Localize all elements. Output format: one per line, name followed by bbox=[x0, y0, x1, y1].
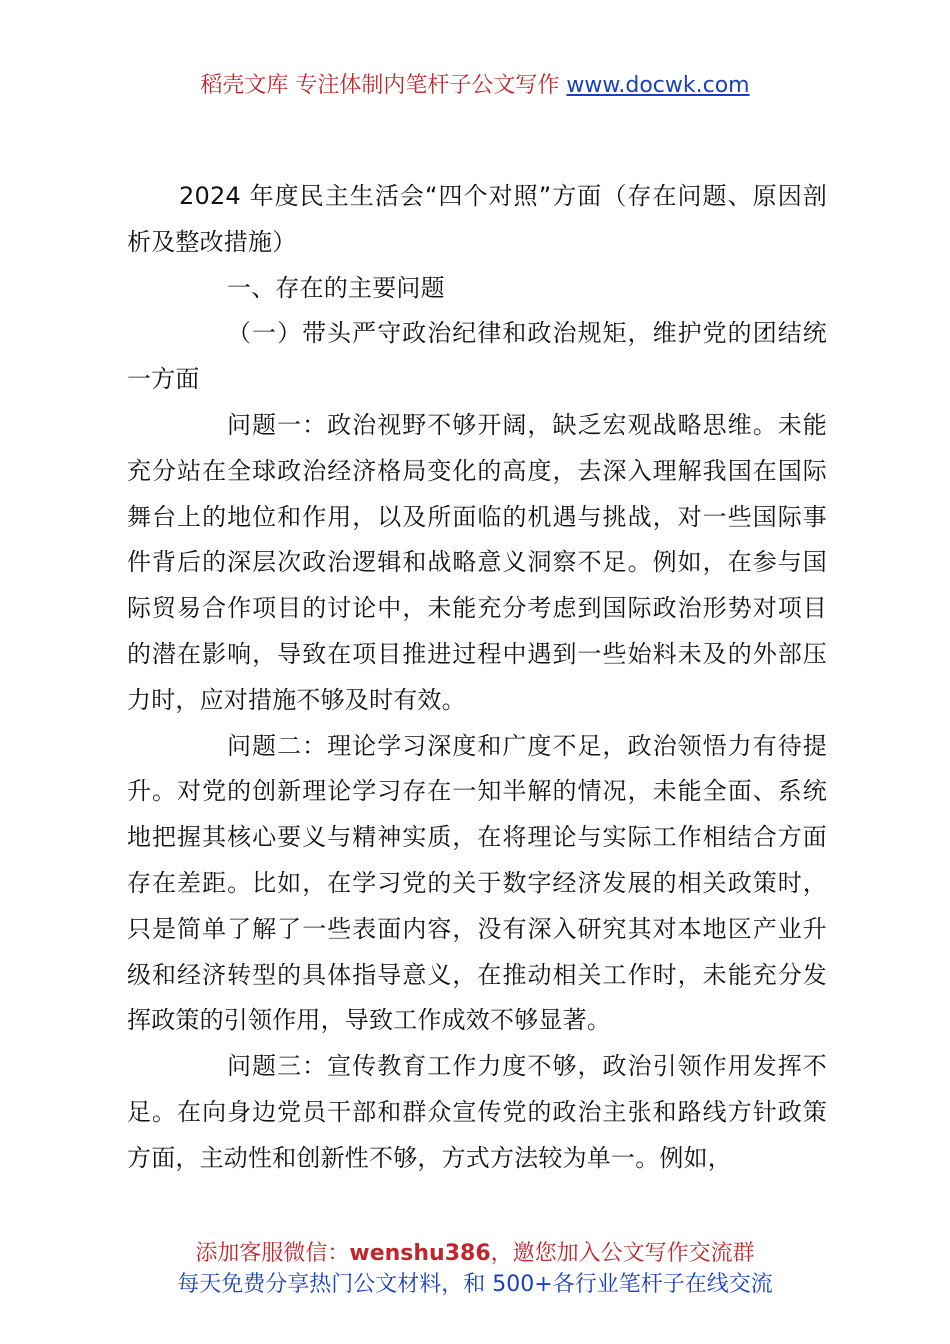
site-header bbox=[0, 68, 950, 99]
footer-wechat-line bbox=[0, 1238, 950, 1269]
problem-paragraph-2: 问题二：理论学习深度和广度不足，政治领悟力有待提升。对党的创新理论学习存在一知半解的情况，未能全面、系统地把握其核心要义与精神实质，在将理论与实际工作相结合方面存在差距。比如，在学习党的关于数字经济发展的相关政策时，只是简单了解了一些表面内容，没有深入研究其对本地区产业升级和经济转型的具体指导意义，在推动相关工作时，未能充分发挥政策的引领作用，导致工作成效不够显著。 bbox=[127, 731, 827, 1035]
subsection-heading: （一）带头严守政治纪律和政治规矩，维护党的团结统一方面 bbox=[127, 319, 827, 394]
document-body bbox=[127, 174, 827, 1182]
site-footer bbox=[0, 1238, 950, 1300]
problem-paragraph-3: 问题三：宣传教育工作力度不够，政治引领作用发挥不足。在向身边党员干部和群众宣传党的政治主张和路线方针政策方面，主动性和创新性不够，方式方法较为单一。例如， bbox=[127, 1052, 827, 1172]
document-title: 2024 年度民主生活会“四个对照”方面（存在问题、原因剖析及整改措施） bbox=[127, 182, 827, 256]
section-heading: 一、存在的主要问题 bbox=[227, 273, 445, 302]
footer-wechat-prefix: 添加客服微信： bbox=[195, 1241, 350, 1266]
footer-share-line: 每天免费分享热门公文材料，和 500+各行业笔杆子在线交流 bbox=[177, 1272, 773, 1297]
brand-text: 稻壳文库 专注体制内笔杆子公文写作 bbox=[200, 73, 560, 98]
problem-paragraph-1: 问题一：政治视野不够开阔，缺乏宏观战略思维。未能充分站在全球政治经济格局变化的高度，去深入理解我国在国际舞台上的地位和作用，以及所面临的机遇与挑战，对一些国际事件背后的深层次政治逻辑和战略意义洞察不足。例如，在参与国际贸易合作项目的讨论中，未能充分考虑到国际政治形势对项目的潜在影响，导致在项目推进过程中遇到一些始料未及的外部压力时，应对措施不够及时有效。 bbox=[127, 410, 827, 714]
footer-wechat-suffix: ，邀您加入公文写作交流群 bbox=[490, 1241, 755, 1266]
site-link[interactable]: www.docwk.com bbox=[566, 73, 750, 98]
footer-wechat-id: wenshu386 bbox=[349, 1241, 491, 1266]
